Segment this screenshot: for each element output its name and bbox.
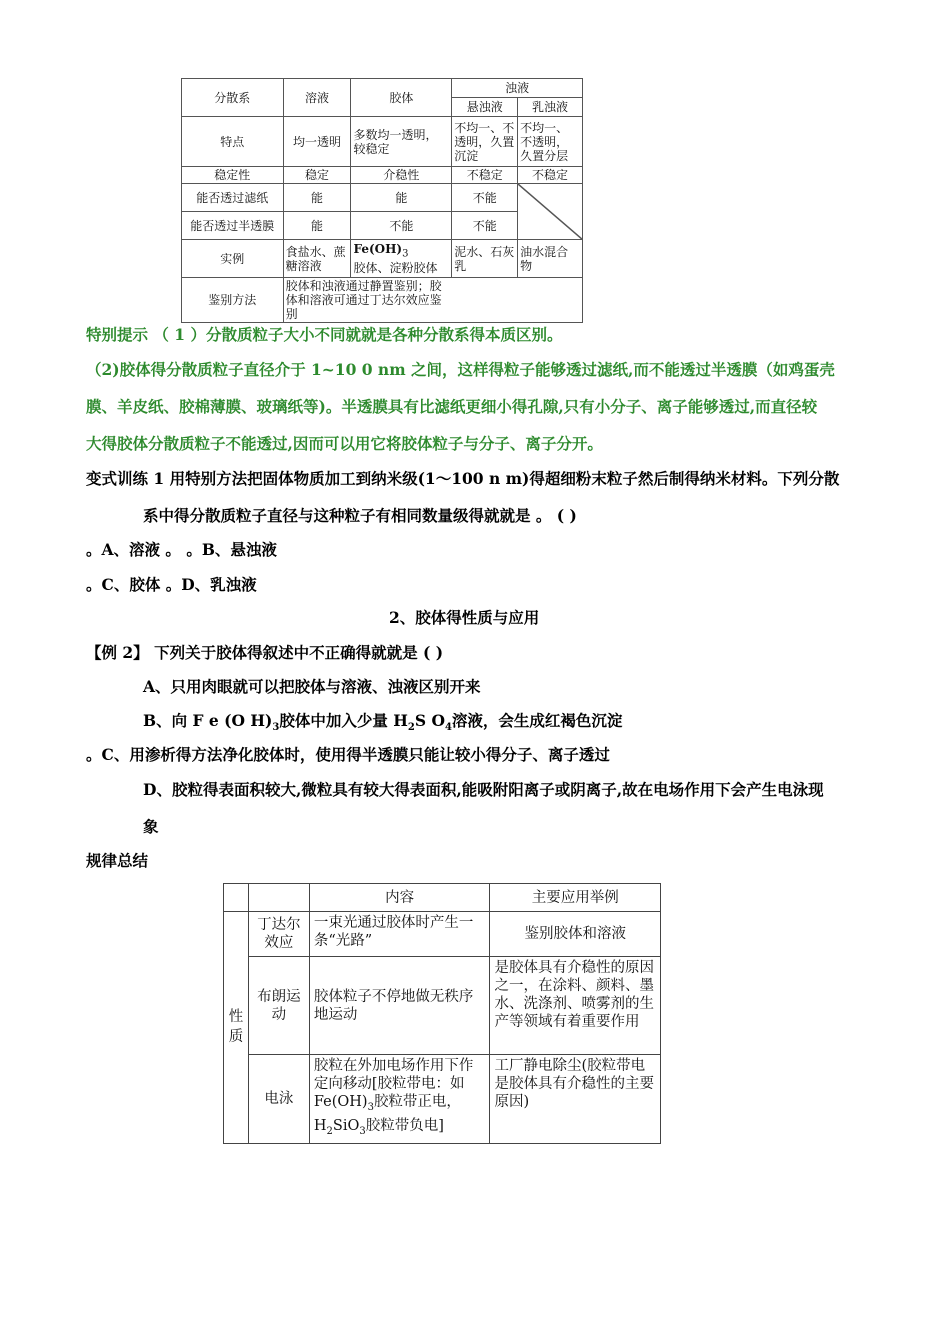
cell: 油水混合物 [518, 240, 583, 278]
tip-line-3: 膜、羊皮纸、胶棉薄膜、玻璃纸等)。半透膜具有比滤纸更细小得孔隙,只有小分子、离子能够透过,而直径较 [86, 397, 818, 416]
cell: 不均一、不透明，久置沉淀 [452, 117, 518, 167]
cell: 不能 [452, 212, 518, 240]
tip-line-2: （2)胶体得分散质粒子直径介于 1~10 0 nm 之间，这样得粒子能够透过滤纸,而不能透过半透膜（如鸡蛋壳 [86, 360, 835, 379]
cell: 泥水、石灰乳 [452, 240, 518, 278]
example-option-a: A、只用肉眼就可以把胶体与溶液、浊液区别开来 [143, 677, 481, 696]
merged-cell: 胶体和浊液通过静置鉴别；胶体和溶液可通过丁达尔效应鉴别 [283, 278, 582, 323]
cell: 能 [283, 212, 351, 240]
exercise-line-2: 系中得分散质粒子直径与这种粒子有相同数量级得就就是 。 ( ) [143, 506, 577, 525]
summary-label: 规律总结 [86, 851, 149, 870]
example-option-b: B、向 F e (O $H)_3$胶体中加入少量 $H_2S$ $O_4$溶液，会生成红褐色沉淀 [143, 711, 623, 734]
exercise-option-cd: 。C、胶体 。D、乳浊液 [86, 575, 257, 594]
cell: 能 [351, 184, 452, 212]
cell: 不稳定 [518, 167, 583, 184]
cell: $Fe(OH)_3$ 胶体、淀粉胶体 [351, 240, 452, 278]
property-application: 鉴别胶体和溶液 [490, 912, 661, 957]
header-emulsion: 乳浊液 [518, 98, 583, 117]
exercise-option-ab: 。A、溶液 。 。B、悬浊液 [86, 540, 277, 559]
example-option-d-line2: 象 [143, 817, 159, 836]
property-name: 布朗运动 [249, 957, 310, 1055]
cell: 食盐水、蔗糖溶液 [283, 240, 351, 278]
header-application: 主要应用举例 [490, 884, 661, 912]
tip-line-1: 特别提示 （ 1 ）分散质粒子大小不同就就是各种分散系得本质区别。 [86, 325, 563, 344]
cell: 稳定 [283, 167, 351, 184]
cell: 介稳性 [351, 167, 452, 184]
example-option-d-line1: D、胶粒得表面积较大,微粒具有较大得表面积,能吸附阳离子或阴离子,故在电场作用下会产生电泳现 [143, 780, 824, 799]
group-label: 性质 [224, 912, 249, 1144]
example-question: 【例 2】 下列关于胶体得叙述中不正确得就就是 ( ) [86, 643, 444, 662]
cell: 均一透明 [283, 117, 351, 167]
property-application: 工厂静电除尘(胶粒带电是胶体具有介稳性的主要原因) [490, 1055, 661, 1144]
property-application: 是胶体具有介稳性的原因之一，在涂料、颜料、墨水、洗涤剂、喷雾剂的生产等领域有着重要作用 [490, 957, 661, 1055]
row-label: 能否透过滤纸 [182, 184, 284, 212]
header-colloid: 胶体 [351, 79, 452, 117]
row-label: 能否透过半透膜 [182, 212, 284, 240]
diagonal-line [518, 184, 582, 239]
property-name: 丁达尔效应 [249, 912, 310, 957]
example-option-c: 。C、用渗析得方法净化胶体时，使用得半透膜只能让较小得分子、离子透过 [86, 745, 610, 764]
cell: 不能 [452, 184, 518, 212]
section-title: 2、胶体得性质与应用 [389, 608, 540, 627]
header-suspension: 悬浊液 [452, 98, 518, 117]
exercise-line-1: 变式训练 1 用特别方法把固体物质加工到纳米级(1～100 n m)得超细粉末粒子然后制得纳米材料。下列分散 [86, 469, 840, 488]
cell: 多数均一透明，较稳定 [351, 117, 452, 167]
property-name: 电泳 [249, 1055, 310, 1144]
row-label: 实例 [182, 240, 284, 278]
cell: 不能 [351, 212, 452, 240]
row-label: 鉴别方法 [182, 278, 284, 323]
row-label: 稳定性 [182, 167, 284, 184]
header-dispersion: 分散系 [182, 79, 284, 117]
cell: 能 [283, 184, 351, 212]
row-label: 特点 [182, 117, 284, 167]
tip-line-4: 大得胶体分散质粒子不能透过,因而可以用它将胶体粒子与分子、离子分开。 [86, 434, 603, 453]
property-content: 胶粒在外加电场作用下作定向移动[胶粒带电：如$Fe(OH)_3$胶粒带正电，$H_2SiO_3$胶粒带负电] [309, 1055, 490, 1144]
dispersion-table [181, 78, 583, 323]
header-content: 内容 [309, 884, 490, 912]
property-content: 胶体粒子不停地做无秩序地运动 [309, 957, 490, 1055]
property-content: 一束光通过胶体时产生一条“光路” [309, 912, 490, 957]
cell: 不均一、不透明，久置分层 [518, 117, 583, 167]
colloid-properties-table [223, 883, 661, 1144]
diagonal-cell [518, 184, 583, 240]
header-solution: 溶液 [283, 79, 351, 117]
cell: 不稳定 [452, 167, 518, 184]
header-turbid: 浊液 [452, 79, 583, 98]
